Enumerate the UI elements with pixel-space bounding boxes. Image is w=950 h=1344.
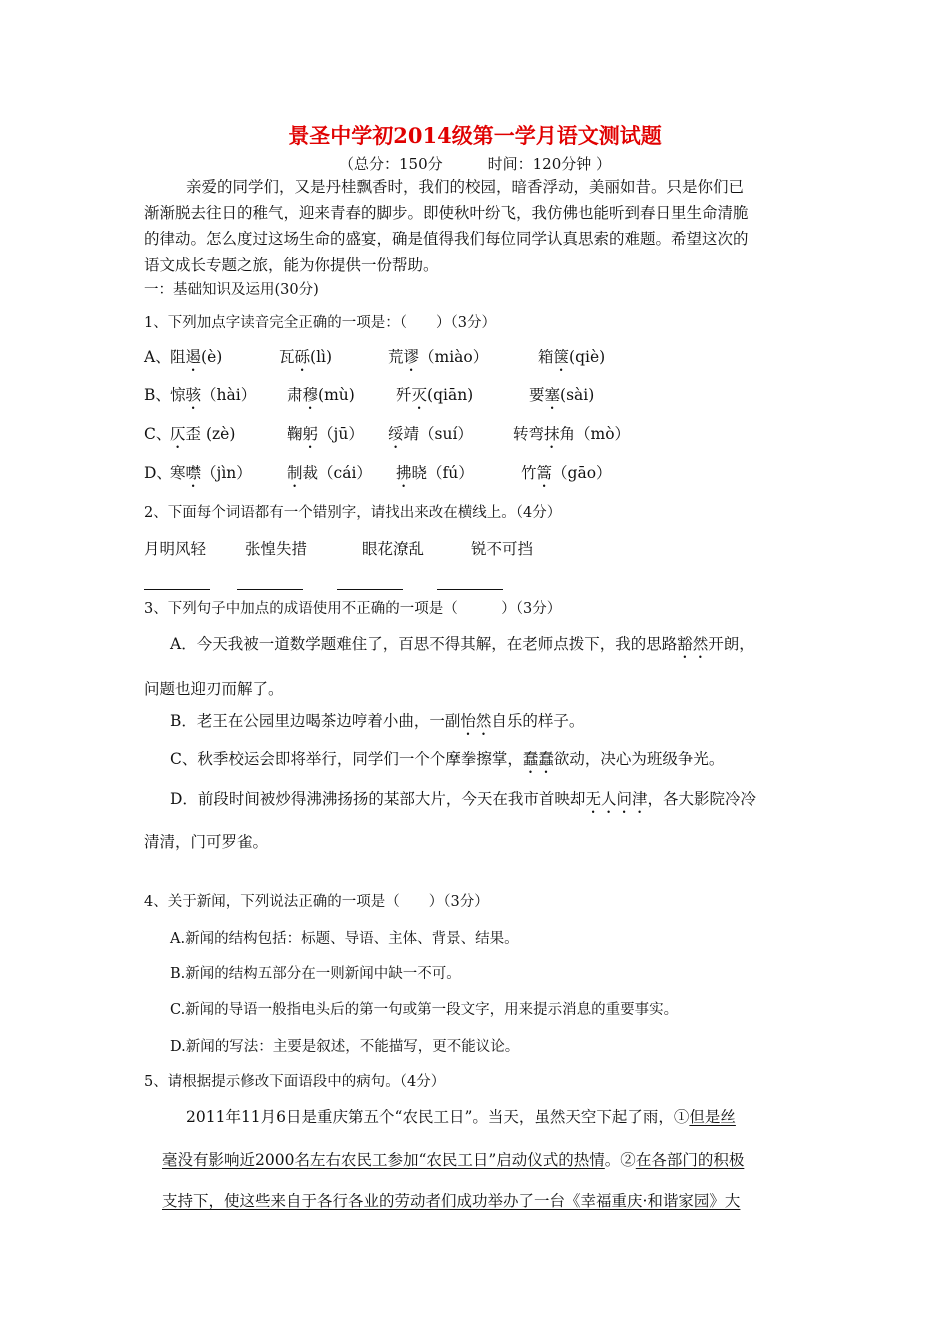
word-item: 锐不可挡 <box>471 540 534 558</box>
q3-option-d: D．前段时间被炒得沸沸扬扬的某部大片，今天在我市首映却无人问津，各大影院冷冷 <box>170 790 756 808</box>
q4-option: D.新闻的写法：主要是叙述，不能描写，更不能议论。 <box>170 1039 520 1055</box>
answer-blank[interactable] <box>437 589 503 590</box>
q3-option-d-cont: 清清，门可罗雀。 <box>144 833 269 851</box>
answer-blank[interactable] <box>337 589 403 590</box>
dotted-char: 砾 <box>294 348 311 366</box>
q3-option-a: A．今天我被一道数学题难住了，百思不得其解，在老师点拨下，我的思路豁然开朗， <box>170 635 755 653</box>
dotted-char: 灭 <box>411 386 428 404</box>
dotted-char: 拂 <box>396 464 412 482</box>
intro-line: 的律动。怎么度过这场生命的盛宴，确是值得我们每位同学认真思索的难题。希望这次的 <box>144 230 749 248</box>
dotted-idiom: 豁然 <box>677 635 709 653</box>
q4-option: B.新闻的结构五部分在一则新闻中缺一不可。 <box>170 966 461 982</box>
dotted-char: 塞 <box>544 386 561 404</box>
underlined-sentence: 但是丝 <box>689 1108 736 1126</box>
word-item: 月明风轻 <box>144 540 207 558</box>
question-4-stem: 4、关于新闻，下列说法正确的一项是（ ）（3分） <box>144 894 489 910</box>
word-item: 转弯抹角（mò） <box>513 425 631 443</box>
q3-option-c: C、秋季校运会即将举行，同学们一个个摩拳擦掌，蠢蠢欲动，决心为班级争光。 <box>170 750 725 768</box>
q3-option-b: B．老王在公园里边喝茶边哼着小曲，一副怡然自乐的样子。 <box>170 712 585 730</box>
word-item: 绥靖（suí） <box>388 425 473 443</box>
underlined-sentence: 在各部门的积极 <box>635 1151 745 1169</box>
dotted-char: 谬 <box>403 348 420 366</box>
dotted-char: 噤 <box>185 464 202 482</box>
word-item: 阻遏(è) <box>170 348 223 366</box>
option-label: C、 <box>144 425 172 443</box>
dotted-idiom: 怡然 <box>460 712 492 730</box>
page-title: 景圣中学初2014级第一学月语文测试题 <box>288 123 662 148</box>
word-item: 要塞(sài) <box>529 386 595 404</box>
passage-line <box>162 1190 740 1212</box>
question-2-stem: 2、下面每个词语都有一个错别字，请找出来改在横线上。（4分） <box>144 505 562 521</box>
underlined-sentence: 支持下，使这些来自于各行各业的劳动者们成功举办了一台《幸福重庆·和谐家园》大 <box>162 1192 741 1210</box>
dotted-char: 骇 <box>185 386 202 404</box>
word-item: 张惶失措 <box>245 540 308 558</box>
dotted-idiom: 无人问津 <box>585 790 648 808</box>
q4-option: A.新闻的结构包括：标题、导语、主体、背景、结果。 <box>170 931 519 947</box>
q3-option-a-cont: 问题也迎刃而解了。 <box>144 680 284 698</box>
question-5-stem: 5、请根据提示修改下面语段中的病句。（4分） <box>144 1074 446 1090</box>
dotted-char: 篙 <box>536 464 553 482</box>
word-item: 肃穆(mù) <box>287 386 355 404</box>
dotted-idiom: 蠢蠢 <box>522 750 554 768</box>
dotted-char: 躬 <box>302 425 319 443</box>
dotted-char: 遏 <box>185 348 202 366</box>
dotted-char: 绥 <box>388 425 404 443</box>
answer-blank[interactable] <box>144 589 210 590</box>
dotted-char: 箧 <box>553 348 570 366</box>
answer-blank[interactable] <box>237 589 303 590</box>
word-item: 瓦砾(lì) <box>279 348 333 366</box>
score-time-info: （总分：150分 时间：120分钟 ） <box>338 155 612 173</box>
question-3-stem: 3、下列句子中加点的成语使用不正确的一项是（ ）（3分） <box>144 601 562 617</box>
word-item: 制裁（cái） <box>287 464 372 482</box>
word-item: 箱箧(qiè) <box>538 348 606 366</box>
section-heading: 一：基础知识及运用(30分) <box>144 282 319 298</box>
word-item: 鞠躬（jū） <box>287 425 364 443</box>
dotted-char: 仄 <box>170 425 186 443</box>
word-item: 眼花潦乱 <box>362 540 425 558</box>
intro-line: 语文成长专题之旅，能为你提供一份帮助。 <box>144 256 439 274</box>
word-item: 歼灭(qiān) <box>396 386 474 404</box>
question-1-stem: 1、下列加点字读音完全正确的一项是：（ ）（3分） <box>144 315 496 331</box>
option-label: D、 <box>144 464 172 482</box>
passage-line: 2011年11月6日是重庆第五个“农民工日”。当天，虽然天空下起了雨，①但是丝 <box>186 1108 736 1126</box>
option-label: A、 <box>144 348 171 366</box>
word-item: 惊骇（hài） <box>170 386 257 404</box>
option-label: B、 <box>144 386 171 404</box>
word-item: 竹篙（gāo） <box>521 464 612 482</box>
word-item: 荒谬（miào） <box>388 348 489 366</box>
word-item: 寒噤（jìn） <box>170 464 252 482</box>
underlined-sentence: 毫没有影响近2000名左右农民工参加“农民工日”启动仪式的热情 <box>162 1151 605 1169</box>
q4-option: C.新闻的导语一般指电头后的第一句或第一段文字，用来提示消息的重要事实。 <box>170 1002 679 1018</box>
intro-line: 渐渐脱去往日的稚气，迎来青春的脚步。即使秋叶纷飞，我仿佛也能听到春日里生命清脆 <box>144 204 749 222</box>
dotted-char: 穆 <box>302 386 319 404</box>
word-item: 拂晓（fú） <box>396 464 474 482</box>
passage-line: 毫没有影响近2000名左右农民工参加“农民工日”启动仪式的热情。②在各部门的积极 <box>162 1151 745 1169</box>
word-item: 仄歪 (zè) <box>170 425 236 443</box>
intro-line: 亲爱的同学们，又是丹桂飘香时，我们的校园，暗香浮动，美丽如昔。只是你们已 <box>186 178 745 196</box>
dotted-char: 抹 <box>544 425 560 443</box>
dotted-char: 制 <box>287 464 303 482</box>
